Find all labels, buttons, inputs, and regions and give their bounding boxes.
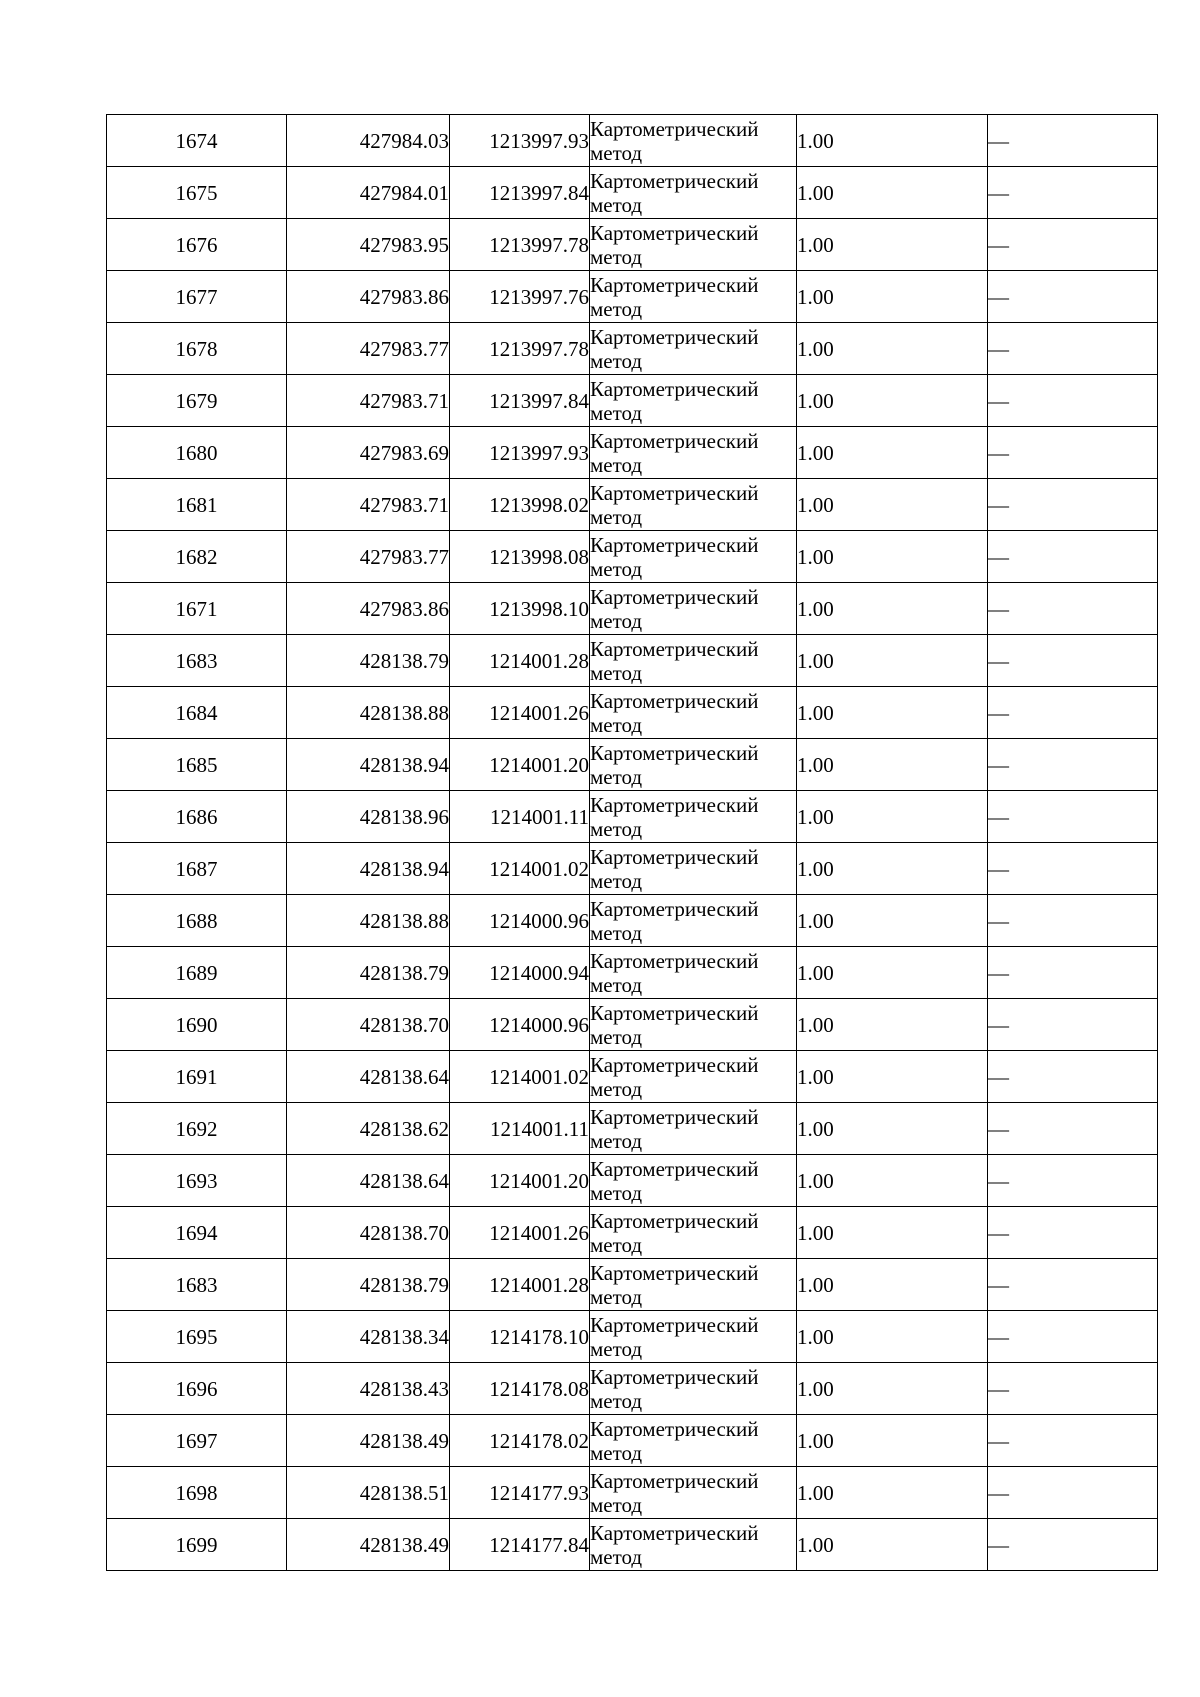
coordinate-x: 428138.79 bbox=[287, 1259, 450, 1311]
description-dash: — bbox=[988, 1324, 1009, 1349]
coordinate-x: 428138.94 bbox=[287, 843, 450, 895]
description-cell bbox=[988, 375, 1158, 427]
point-number: 1679 bbox=[107, 375, 287, 427]
method-line-2: метод bbox=[590, 504, 643, 529]
method-line-1: Картометрический bbox=[590, 636, 759, 661]
method-cell bbox=[590, 1259, 797, 1311]
accuracy-value: 1.00 bbox=[797, 999, 988, 1051]
table-row bbox=[107, 1155, 1158, 1207]
method-line-1: Картометрический bbox=[590, 168, 759, 193]
coordinate-y: 1214001.11 bbox=[450, 1103, 590, 1155]
coordinate-y: 1214001.02 bbox=[450, 1051, 590, 1103]
coordinate-y: 1213998.08 bbox=[450, 531, 590, 583]
method-line-2: метод bbox=[590, 764, 643, 789]
accuracy-value: 1.00 bbox=[797, 583, 988, 635]
coordinate-x: 427983.95 bbox=[287, 219, 450, 271]
coordinate-y: 1214177.84 bbox=[450, 1519, 590, 1571]
coordinate-y: 1214001.20 bbox=[450, 739, 590, 791]
method-line-2: метод bbox=[590, 1180, 643, 1205]
accuracy-value: 1.00 bbox=[797, 1519, 988, 1571]
method-cell bbox=[590, 1363, 797, 1415]
point-number: 1695 bbox=[107, 1311, 287, 1363]
coordinate-y: 1213997.93 bbox=[450, 427, 590, 479]
point-number: 1682 bbox=[107, 531, 287, 583]
method-cell bbox=[590, 739, 797, 791]
coordinate-y: 1213998.02 bbox=[450, 479, 590, 531]
coordinate-y: 1214001.28 bbox=[450, 1259, 590, 1311]
description-dash: — bbox=[988, 804, 1009, 829]
method-cell bbox=[590, 219, 797, 271]
description-dash: — bbox=[988, 1480, 1009, 1505]
method-line-1: Картометрический bbox=[590, 1208, 759, 1233]
table-row bbox=[107, 1259, 1158, 1311]
description-dash: — bbox=[988, 648, 1009, 673]
description-cell bbox=[988, 427, 1158, 479]
point-number: 1693 bbox=[107, 1155, 287, 1207]
method-cell bbox=[590, 791, 797, 843]
method-cell bbox=[590, 947, 797, 999]
point-number: 1680 bbox=[107, 427, 287, 479]
method-line-1: Картометрический bbox=[590, 1156, 759, 1181]
description-dash: — bbox=[988, 596, 1009, 621]
method-line-2: метод bbox=[590, 1076, 643, 1101]
coordinate-x: 428138.64 bbox=[287, 1051, 450, 1103]
table-row bbox=[107, 1415, 1158, 1467]
description-cell bbox=[988, 895, 1158, 947]
coordinate-y: 1213997.76 bbox=[450, 271, 590, 323]
description-dash: — bbox=[988, 1532, 1009, 1557]
point-number: 1687 bbox=[107, 843, 287, 895]
coordinate-x: 428138.49 bbox=[287, 1519, 450, 1571]
description-dash: — bbox=[988, 908, 1009, 933]
point-number: 1698 bbox=[107, 1467, 287, 1519]
point-number: 1694 bbox=[107, 1207, 287, 1259]
method-line-2: метод bbox=[590, 1440, 643, 1465]
method-cell bbox=[590, 479, 797, 531]
point-number: 1699 bbox=[107, 1519, 287, 1571]
method-line-1: Картометрический bbox=[590, 324, 759, 349]
table-row bbox=[107, 895, 1158, 947]
method-cell bbox=[590, 999, 797, 1051]
coordinate-x: 427984.01 bbox=[287, 167, 450, 219]
coordinate-y: 1214000.96 bbox=[450, 999, 590, 1051]
point-number: 1671 bbox=[107, 583, 287, 635]
method-cell bbox=[590, 271, 797, 323]
method-line-2: метод bbox=[590, 140, 643, 165]
accuracy-value: 1.00 bbox=[797, 1259, 988, 1311]
table-body bbox=[107, 115, 1158, 1571]
coordinate-y: 1214001.26 bbox=[450, 687, 590, 739]
method-cell bbox=[590, 1519, 797, 1571]
accuracy-value: 1.00 bbox=[797, 219, 988, 271]
description-dash: — bbox=[988, 700, 1009, 725]
method-line-2: метод bbox=[590, 400, 643, 425]
method-line-1: Картометрический bbox=[590, 1312, 759, 1337]
description-cell bbox=[988, 583, 1158, 635]
coordinate-y: 1213997.84 bbox=[450, 167, 590, 219]
description-cell bbox=[988, 947, 1158, 999]
accuracy-value: 1.00 bbox=[797, 895, 988, 947]
table-row bbox=[107, 479, 1158, 531]
description-dash: — bbox=[988, 128, 1009, 153]
coordinate-x: 427983.71 bbox=[287, 479, 450, 531]
coordinate-y: 1213997.93 bbox=[450, 115, 590, 167]
method-line-1: Картометрический bbox=[590, 428, 759, 453]
point-number: 1696 bbox=[107, 1363, 287, 1415]
point-number: 1683 bbox=[107, 1259, 287, 1311]
accuracy-value: 1.00 bbox=[797, 1415, 988, 1467]
table-row bbox=[107, 739, 1158, 791]
accuracy-value: 1.00 bbox=[797, 635, 988, 687]
coordinate-x: 427983.77 bbox=[287, 531, 450, 583]
description-cell bbox=[988, 1415, 1158, 1467]
point-number: 1691 bbox=[107, 1051, 287, 1103]
description-dash: — bbox=[988, 180, 1009, 205]
description-cell bbox=[988, 635, 1158, 687]
method-line-1: Картометрический bbox=[590, 1104, 759, 1129]
method-line-1: Картометрический bbox=[590, 1260, 759, 1285]
method-line-2: метод bbox=[590, 1128, 643, 1153]
coordinate-y: 1214178.02 bbox=[450, 1415, 590, 1467]
method-line-1: Картометрический bbox=[590, 1468, 759, 1493]
accuracy-value: 1.00 bbox=[797, 1363, 988, 1415]
description-dash: — bbox=[988, 1064, 1009, 1089]
method-line-2: метод bbox=[590, 920, 643, 945]
table-row bbox=[107, 947, 1158, 999]
description-dash: — bbox=[988, 1220, 1009, 1245]
accuracy-value: 1.00 bbox=[797, 115, 988, 167]
coordinate-y: 1213998.10 bbox=[450, 583, 590, 635]
coordinate-x: 428138.62 bbox=[287, 1103, 450, 1155]
table-row bbox=[107, 635, 1158, 687]
point-number: 1685 bbox=[107, 739, 287, 791]
point-number: 1688 bbox=[107, 895, 287, 947]
accuracy-value: 1.00 bbox=[797, 323, 988, 375]
method-cell bbox=[590, 583, 797, 635]
table-row bbox=[107, 427, 1158, 479]
method-line-1: Картометрический bbox=[590, 844, 759, 869]
coordinate-y: 1213997.78 bbox=[450, 323, 590, 375]
table-row bbox=[107, 167, 1158, 219]
description-dash: — bbox=[988, 960, 1009, 985]
coordinate-x: 427983.86 bbox=[287, 583, 450, 635]
point-number: 1690 bbox=[107, 999, 287, 1051]
description-cell bbox=[988, 271, 1158, 323]
description-cell bbox=[988, 479, 1158, 531]
method-cell bbox=[590, 167, 797, 219]
description-cell bbox=[988, 115, 1158, 167]
method-line-1: Картометрический bbox=[590, 688, 759, 713]
table-row bbox=[107, 323, 1158, 375]
description-dash: — bbox=[988, 752, 1009, 777]
coordinate-y: 1214178.08 bbox=[450, 1363, 590, 1415]
coordinate-x: 428138.49 bbox=[287, 1415, 450, 1467]
description-cell bbox=[988, 1311, 1158, 1363]
method-line-1: Картометрический bbox=[590, 376, 759, 401]
description-cell bbox=[988, 1363, 1158, 1415]
description-dash: — bbox=[988, 856, 1009, 881]
method-line-1: Картометрический bbox=[590, 532, 759, 557]
description-dash: — bbox=[988, 1376, 1009, 1401]
method-line-2: метод bbox=[590, 1492, 643, 1517]
description-cell bbox=[988, 1155, 1158, 1207]
method-cell bbox=[590, 1415, 797, 1467]
coordinate-x: 428138.51 bbox=[287, 1467, 450, 1519]
accuracy-value: 1.00 bbox=[797, 739, 988, 791]
description-cell bbox=[988, 531, 1158, 583]
description-dash: — bbox=[988, 544, 1009, 569]
method-line-2: метод bbox=[590, 972, 643, 997]
coordinate-y: 1214001.02 bbox=[450, 843, 590, 895]
description-cell bbox=[988, 1103, 1158, 1155]
description-dash: — bbox=[988, 492, 1009, 517]
accuracy-value: 1.00 bbox=[797, 167, 988, 219]
table-row bbox=[107, 1519, 1158, 1571]
coordinate-x: 428138.43 bbox=[287, 1363, 450, 1415]
method-line-2: метод bbox=[590, 1388, 643, 1413]
table-row bbox=[107, 791, 1158, 843]
description-cell bbox=[988, 323, 1158, 375]
method-line-1: Картометрический bbox=[590, 1416, 759, 1441]
point-number: 1689 bbox=[107, 947, 287, 999]
table-row bbox=[107, 1467, 1158, 1519]
method-line-2: метод bbox=[590, 556, 643, 581]
method-line-2: метод bbox=[590, 608, 643, 633]
method-cell bbox=[590, 375, 797, 427]
coordinate-x: 428138.70 bbox=[287, 1207, 450, 1259]
table-row bbox=[107, 531, 1158, 583]
method-cell bbox=[590, 323, 797, 375]
point-number: 1692 bbox=[107, 1103, 287, 1155]
description-cell bbox=[988, 1051, 1158, 1103]
method-line-1: Картометрический bbox=[590, 740, 759, 765]
table-row bbox=[107, 1311, 1158, 1363]
accuracy-value: 1.00 bbox=[797, 791, 988, 843]
description-dash: — bbox=[988, 1272, 1009, 1297]
coordinate-y: 1214177.93 bbox=[450, 1467, 590, 1519]
table-row bbox=[107, 271, 1158, 323]
coordinate-x: 427984.03 bbox=[287, 115, 450, 167]
description-cell bbox=[988, 687, 1158, 739]
point-number: 1697 bbox=[107, 1415, 287, 1467]
method-cell bbox=[590, 1311, 797, 1363]
coordinate-x: 428138.70 bbox=[287, 999, 450, 1051]
method-line-2: метод bbox=[590, 1232, 643, 1257]
coordinate-x: 427983.71 bbox=[287, 375, 450, 427]
table-row bbox=[107, 1207, 1158, 1259]
method-cell bbox=[590, 1103, 797, 1155]
accuracy-value: 1.00 bbox=[797, 271, 988, 323]
method-cell bbox=[590, 115, 797, 167]
coordinate-y: 1214000.94 bbox=[450, 947, 590, 999]
method-line-1: Картометрический bbox=[590, 1520, 759, 1545]
accuracy-value: 1.00 bbox=[797, 1207, 988, 1259]
method-cell bbox=[590, 1467, 797, 1519]
point-number: 1684 bbox=[107, 687, 287, 739]
accuracy-value: 1.00 bbox=[797, 375, 988, 427]
coordinate-x: 428138.64 bbox=[287, 1155, 450, 1207]
coordinate-x: 428138.88 bbox=[287, 895, 450, 947]
description-dash: — bbox=[988, 336, 1009, 361]
method-cell bbox=[590, 1207, 797, 1259]
description-cell bbox=[988, 999, 1158, 1051]
method-cell bbox=[590, 895, 797, 947]
description-dash: — bbox=[988, 440, 1009, 465]
accuracy-value: 1.00 bbox=[797, 1467, 988, 1519]
point-number: 1686 bbox=[107, 791, 287, 843]
accuracy-value: 1.00 bbox=[797, 531, 988, 583]
coordinate-x: 428138.94 bbox=[287, 739, 450, 791]
coordinate-y: 1214178.10 bbox=[450, 1311, 590, 1363]
coordinate-x: 428138.96 bbox=[287, 791, 450, 843]
table-row bbox=[107, 1363, 1158, 1415]
accuracy-value: 1.00 bbox=[797, 1051, 988, 1103]
method-line-1: Картометрический bbox=[590, 948, 759, 973]
point-number: 1683 bbox=[107, 635, 287, 687]
accuracy-value: 1.00 bbox=[797, 1311, 988, 1363]
table-row bbox=[107, 115, 1158, 167]
table-row bbox=[107, 583, 1158, 635]
coordinate-y: 1214001.26 bbox=[450, 1207, 590, 1259]
point-number: 1676 bbox=[107, 219, 287, 271]
method-line-1: Картометрический bbox=[590, 584, 759, 609]
method-line-2: метод bbox=[590, 244, 643, 269]
method-line-1: Картометрический bbox=[590, 1000, 759, 1025]
coordinate-y: 1214001.20 bbox=[450, 1155, 590, 1207]
accuracy-value: 1.00 bbox=[797, 1103, 988, 1155]
coordinate-y: 1214001.28 bbox=[450, 635, 590, 687]
method-line-2: метод bbox=[590, 868, 643, 893]
method-cell bbox=[590, 531, 797, 583]
accuracy-value: 1.00 bbox=[797, 843, 988, 895]
description-cell bbox=[988, 167, 1158, 219]
description-cell bbox=[988, 1519, 1158, 1571]
method-cell bbox=[590, 687, 797, 739]
method-line-2: метод bbox=[590, 296, 643, 321]
method-cell bbox=[590, 1155, 797, 1207]
coordinate-y: 1214001.11 bbox=[450, 791, 590, 843]
coordinate-x: 428138.34 bbox=[287, 1311, 450, 1363]
method-line-1: Картометрический bbox=[590, 896, 759, 921]
method-line-2: метод bbox=[590, 816, 643, 841]
description-cell bbox=[988, 1207, 1158, 1259]
method-cell bbox=[590, 427, 797, 479]
description-dash: — bbox=[988, 1012, 1009, 1037]
method-cell bbox=[590, 843, 797, 895]
coordinate-x: 428138.79 bbox=[287, 947, 450, 999]
description-dash: — bbox=[988, 232, 1009, 257]
accuracy-value: 1.00 bbox=[797, 427, 988, 479]
description-dash: — bbox=[988, 1428, 1009, 1453]
method-line-1: Картометрический bbox=[590, 792, 759, 817]
table-row bbox=[107, 843, 1158, 895]
coordinate-x: 427983.86 bbox=[287, 271, 450, 323]
method-line-2: метод bbox=[590, 660, 643, 685]
point-number: 1675 bbox=[107, 167, 287, 219]
coordinate-y: 1214000.96 bbox=[450, 895, 590, 947]
method-cell bbox=[590, 635, 797, 687]
description-dash: — bbox=[988, 284, 1009, 309]
accuracy-value: 1.00 bbox=[797, 1155, 988, 1207]
table-row bbox=[107, 999, 1158, 1051]
method-cell bbox=[590, 1051, 797, 1103]
table-row bbox=[107, 219, 1158, 271]
accuracy-value: 1.00 bbox=[797, 479, 988, 531]
method-line-1: Картометрический bbox=[590, 116, 759, 141]
accuracy-value: 1.00 bbox=[797, 687, 988, 739]
description-cell bbox=[988, 739, 1158, 791]
table-row bbox=[107, 1103, 1158, 1155]
description-dash: — bbox=[988, 1116, 1009, 1141]
description-cell bbox=[988, 843, 1158, 895]
method-line-1: Картометрический bbox=[590, 1364, 759, 1389]
point-number: 1677 bbox=[107, 271, 287, 323]
description-cell bbox=[988, 791, 1158, 843]
table-row bbox=[107, 687, 1158, 739]
method-line-2: метод bbox=[590, 1284, 643, 1309]
method-line-2: метод bbox=[590, 1336, 643, 1361]
accuracy-value: 1.00 bbox=[797, 947, 988, 999]
coordinate-y: 1213997.84 bbox=[450, 375, 590, 427]
description-cell bbox=[988, 1259, 1158, 1311]
method-line-1: Картометрический bbox=[590, 1052, 759, 1077]
method-line-2: метод bbox=[590, 1544, 643, 1569]
method-line-2: метод bbox=[590, 1024, 643, 1049]
point-number: 1674 bbox=[107, 115, 287, 167]
description-cell bbox=[988, 219, 1158, 271]
method-line-1: Картометрический bbox=[590, 480, 759, 505]
table-row bbox=[107, 375, 1158, 427]
method-line-2: метод bbox=[590, 192, 643, 217]
coordinate-x: 428138.79 bbox=[287, 635, 450, 687]
method-line-1: Картометрический bbox=[590, 272, 759, 297]
point-number: 1681 bbox=[107, 479, 287, 531]
table-row bbox=[107, 1051, 1158, 1103]
description-cell bbox=[988, 1467, 1158, 1519]
coordinate-x: 427983.69 bbox=[287, 427, 450, 479]
method-line-2: метод bbox=[590, 452, 643, 477]
method-line-2: метод bbox=[590, 348, 643, 373]
coordinate-y: 1213997.78 bbox=[450, 219, 590, 271]
coordinates-table bbox=[106, 114, 1158, 1571]
description-dash: — bbox=[988, 1168, 1009, 1193]
description-dash: — bbox=[988, 388, 1009, 413]
coordinate-x: 428138.88 bbox=[287, 687, 450, 739]
coordinate-x: 427983.77 bbox=[287, 323, 450, 375]
method-line-2: метод bbox=[590, 712, 643, 737]
method-line-1: Картометрический bbox=[590, 220, 759, 245]
point-number: 1678 bbox=[107, 323, 287, 375]
